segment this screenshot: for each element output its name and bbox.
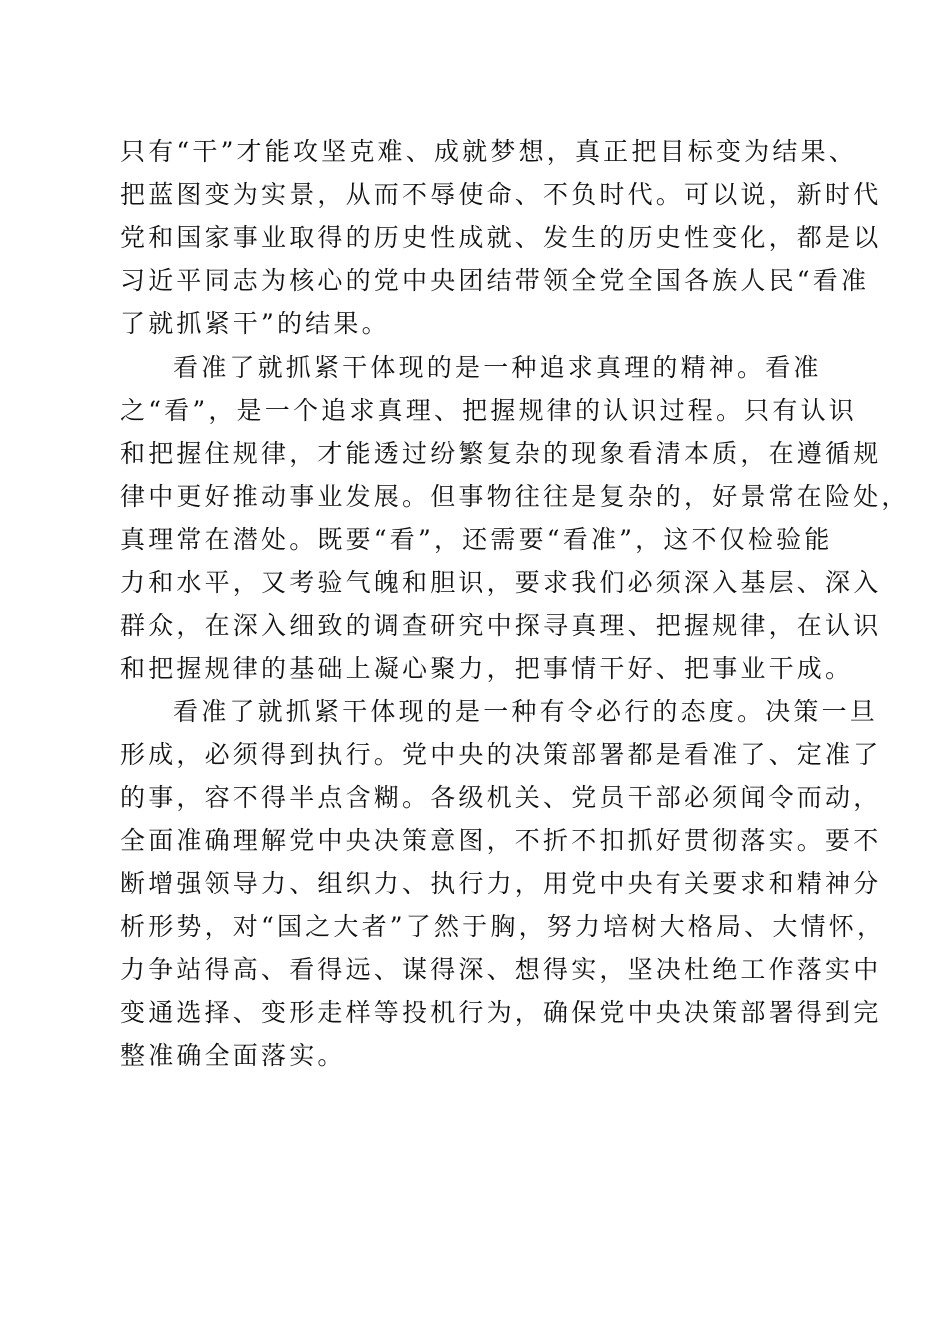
paragraph-start-line: 看准了就抓紧干体现的是一种追求真理的精神。看准: [173, 353, 822, 382]
text-line: 形成，必须得到执行。党中央的决策部署都是看准了、定准了: [120, 740, 882, 769]
text-line: 只有“干”才能攻坚克难、成就梦想，真正把目标变为结果、: [120, 137, 857, 166]
text-line: 力争站得高、看得远、谋得深、想得实，坚决杜绝工作落实中: [120, 955, 882, 984]
text-line: 习近平同志为核心的党中央团结带领全党全国各族人民“看准: [120, 266, 870, 295]
text-line: 把蓝图变为实景，从而不辱使命、不负时代。可以说，新时代: [120, 180, 882, 209]
paragraph-start-line: 看准了就抓紧干体现的是一种有令必行的态度。决策一旦: [173, 697, 879, 726]
text-line: 真理常在潜处。既要“看”，还需要“看准”，这不仅检验能: [120, 525, 833, 554]
text-line: 断增强领导力、组织力、执行力，用党中央有关要求和精神分: [120, 869, 882, 898]
text-line: 和把握规律的基础上凝心聚力，把事情干好、把事业干成。: [120, 654, 854, 683]
text-line: 和把握住规律，才能透过纷繁复杂的现象看清本质，在遵循规: [120, 439, 882, 468]
text-line: 变通选择、变形走样等投机行为，确保党中央决策部署得到完: [120, 998, 882, 1027]
text-line: 律中更好推动事业发展。但事物往往是复杂的，好景常在险处，: [120, 482, 910, 511]
text-line: 析形势，对“国之大者”了然于胸，努力培树大格局、大情怀，: [120, 912, 886, 941]
text-line: 党和国家事业取得的历史性成就、发生的历史性变化，都是以: [120, 223, 882, 252]
text-line: 的事，容不得半点含糊。各级机关、党员干部必须闻令而动，: [120, 783, 882, 812]
text-line: 力和水平，又考验气魄和胆识，要求我们必须深入基层、深入: [120, 568, 882, 597]
text-line: 整准确全面落实。: [120, 1041, 346, 1070]
text-line: 之“看”，是一个追求真理、把握规律的认识过程。只有认识: [120, 396, 857, 425]
text-line: 全面准确理解党中央决策意图，不折不扣抓好贯彻落实。要不: [120, 826, 882, 855]
text-line: 群众，在深入细致的调查研究中探寻真理、把握规律，在认识: [120, 611, 882, 640]
text-line: 了就抓紧干”的结果。: [120, 309, 390, 338]
